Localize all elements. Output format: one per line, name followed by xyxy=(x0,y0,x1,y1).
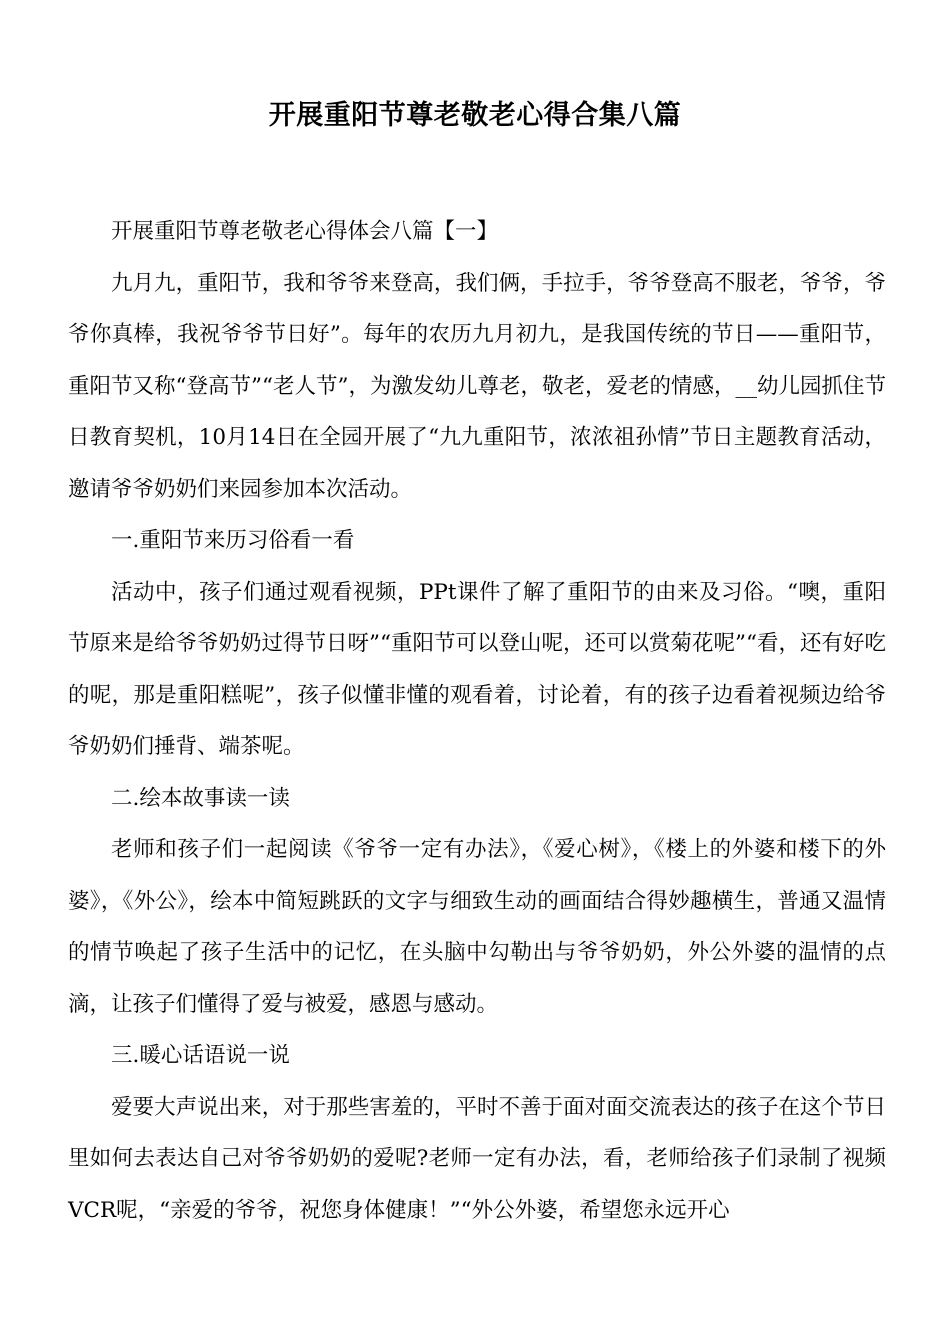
paragraph-intro: 九月九，重阳节，我和爷爷来登高，我们俩，手拉手，爷爷登高不服老，爷爷，爷爷你真棒，我祝爷爷节日好”。每年的农历九月初九，是我国传统的节日——重阳节，重阳节又称“登高节”“老人节”，为激发幼儿尊老，敬老，爱老的情感，__幼儿园抓住节日教育契机，10月14日在全园开展了“九九重阳节，浓浓祖孙情”节日主题教育活动，邀请爷爷奶奶们来园参加本次活动。 xyxy=(68,270,886,502)
subheading-warm-words: 三.暖心话语说一说 xyxy=(111,1043,290,1068)
document-title: 开展重阳节尊老敬老心得合集八篇 xyxy=(268,100,682,131)
subheading-picture-books: 二.绘本故事读一读 xyxy=(111,785,290,811)
subheading-history: 一.重阳节来历习俗看一看 xyxy=(111,528,355,553)
document-body xyxy=(68,206,886,1236)
paragraph-picture-books: 老师和孩子们一起阅读《爷爷一定有办法》，《爱心树》，《楼上的外婆和楼下的外婆》，《外公》，绘本中简短跳跃的文字与细致生动的画面结合得妙趣横生，普通又温情的情节唤起了孩子生活中的记忆，在头脑中勾勒出与爷爷奶奶，外公外婆的温情的点滴，让孩子们懂得了爱与被爱，感恩与感动。 xyxy=(68,837,886,1017)
section-heading-1: 开展重阳节尊老敬老心得体会八篇【一】 xyxy=(111,219,499,244)
paragraph-history: 活动中，孩子们通过观看视频，PPt课件了解了重阳节的由来及习俗。“噢，重阳节原来是给爷爷奶奶过得节日呀”“重阳节可以登山呢，还可以赏菊花呢”“看，还有好吃的呢，那是重阳糕呢”，孩子似懂非懂的观看着，讨论着，有的孩子边看着视频边给爷爷奶奶们捶背、端茶呢。 xyxy=(68,579,886,759)
paragraph-warm-words: 爱要大声说出来，对于那些害羞的，平时不善于面对面交流表达的孩子在这个节日里如何去表达自己对爷爷奶奶的爱呢?老师一定有办法，看，老师给孩子们录制了视频VCR呢，“亲爱的爷爷，祝您身体健康！”“外公外婆，希望您永远开心 xyxy=(68,1094,886,1223)
